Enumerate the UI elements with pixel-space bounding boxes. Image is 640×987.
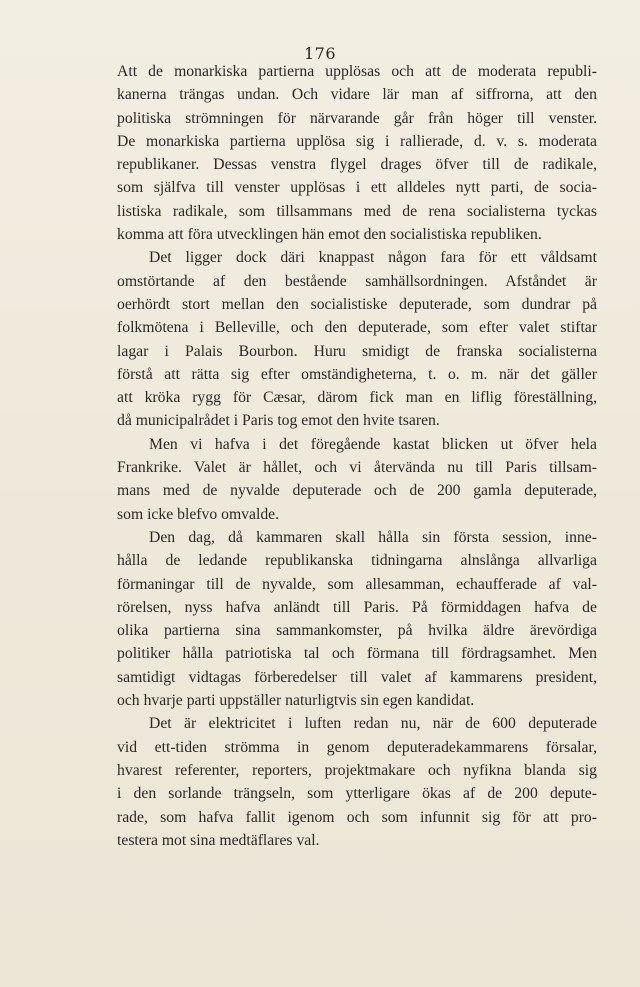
body-text	[117, 60, 597, 852]
text-line: då municipalrådet i Paris tog emot den hvite tsaren.	[117, 412, 440, 430]
text-line: olika partierna sina sammankomster, på hvilka äldre ärevördiga	[117, 622, 597, 640]
text-line: republikaner. Dessas venstra flygel drages öfver till de radikale,	[117, 156, 597, 174]
text-line: folkmötena i Belleville, och den deputerade, som efter valet stiftar	[117, 319, 597, 337]
text-line: Det är elektricitet i luften redan nu, när de 600 deputerade	[149, 715, 597, 733]
text-line: komma att föra utvecklingen hän emot den socialistiska republiken.	[117, 226, 542, 244]
text-line: förstå att rätta sig efter omständigheterna, t. o. m. när det gäller	[117, 365, 597, 383]
text-line: kanerna trängas undan. Och vidare lär man af siffrorna, att den	[117, 86, 597, 104]
text-line: att kröka rygg för Cæsar, därom fick man en liflig föreställning,	[117, 389, 597, 407]
text-line: politiska strömningen för närvarande går från höger till venster.	[117, 109, 597, 127]
text-line: oerhördt stort mellan den socialistiske deputerade, som dundrar på	[117, 295, 597, 313]
text-line: politiker hålla patriotiska tal och förmana till fördragsamhet. Men	[117, 645, 597, 663]
text-line: mans med de nyvalde deputerade och de 200 gamla deputerade,	[117, 482, 597, 500]
text-line: listiska radikale, som tillsammans med de rena socialisterna tyckas	[117, 202, 597, 220]
page-number: 176	[303, 44, 337, 63]
text-line: rörelsen, nyss hafva anländt till Paris. På förmiddagen hafva de	[117, 598, 597, 616]
text-line: förmaningar till de nyvalde, som allesamman, echaufferade af val-	[117, 575, 597, 593]
text-line: rade, som hafva fallit igenom och som infunnit sig för att pro-	[117, 808, 597, 826]
text-line: testera mot sina medtäflares val.	[117, 831, 320, 849]
text-line: som icke blefvo omvalde.	[117, 505, 280, 523]
text-line: Frankrike. Valet är hållet, och vi återvända nu till Paris tillsam-	[117, 459, 597, 477]
text-line: samtidigt vidtagas förberedelser till valet af kammarens president,	[117, 668, 597, 686]
text-line: lagar i Palais Bourbon. Huru smidigt de franska socialisterna	[117, 342, 597, 360]
text-line: hålla de ledande republikanska tidningarna alnslånga allvarliga	[117, 552, 597, 570]
text-line: De monarkiska partierna upplösa sig i rallierade, d. v. s. moderata	[117, 132, 597, 150]
text-line: Det ligger dock däri knappast någon fara för ett våldsamt	[149, 249, 597, 267]
text-line: hvarest referenter, reporters, projektmakare och nyfikna blanda sig	[117, 761, 597, 779]
text-line: Den dag, då kammaren skall hålla sin första session, inne-	[149, 528, 597, 546]
text-line: omstörtande af den bestående samhällsordningen. Afståndet är	[117, 272, 597, 290]
text-line: Men vi hafva i det föregående kastat blicken ut öfver hela	[149, 435, 597, 453]
text-line: vid ett-tiden strömma in genom deputeradekammarens försalar,	[117, 738, 597, 756]
text-line: som själfva till venster upplösas i ett alldeles nytt parti, de socia-	[117, 179, 597, 197]
text-line: Att de monarkiska partierna upplösas och att de moderata republi-	[117, 63, 597, 80]
text-line: och hvarje parti uppställer naturligtvis sin egen kandidat.	[117, 692, 475, 710]
text-line: i den sorlande trängseln, som ytterligare ökas af de 200 depute-	[117, 785, 597, 803]
